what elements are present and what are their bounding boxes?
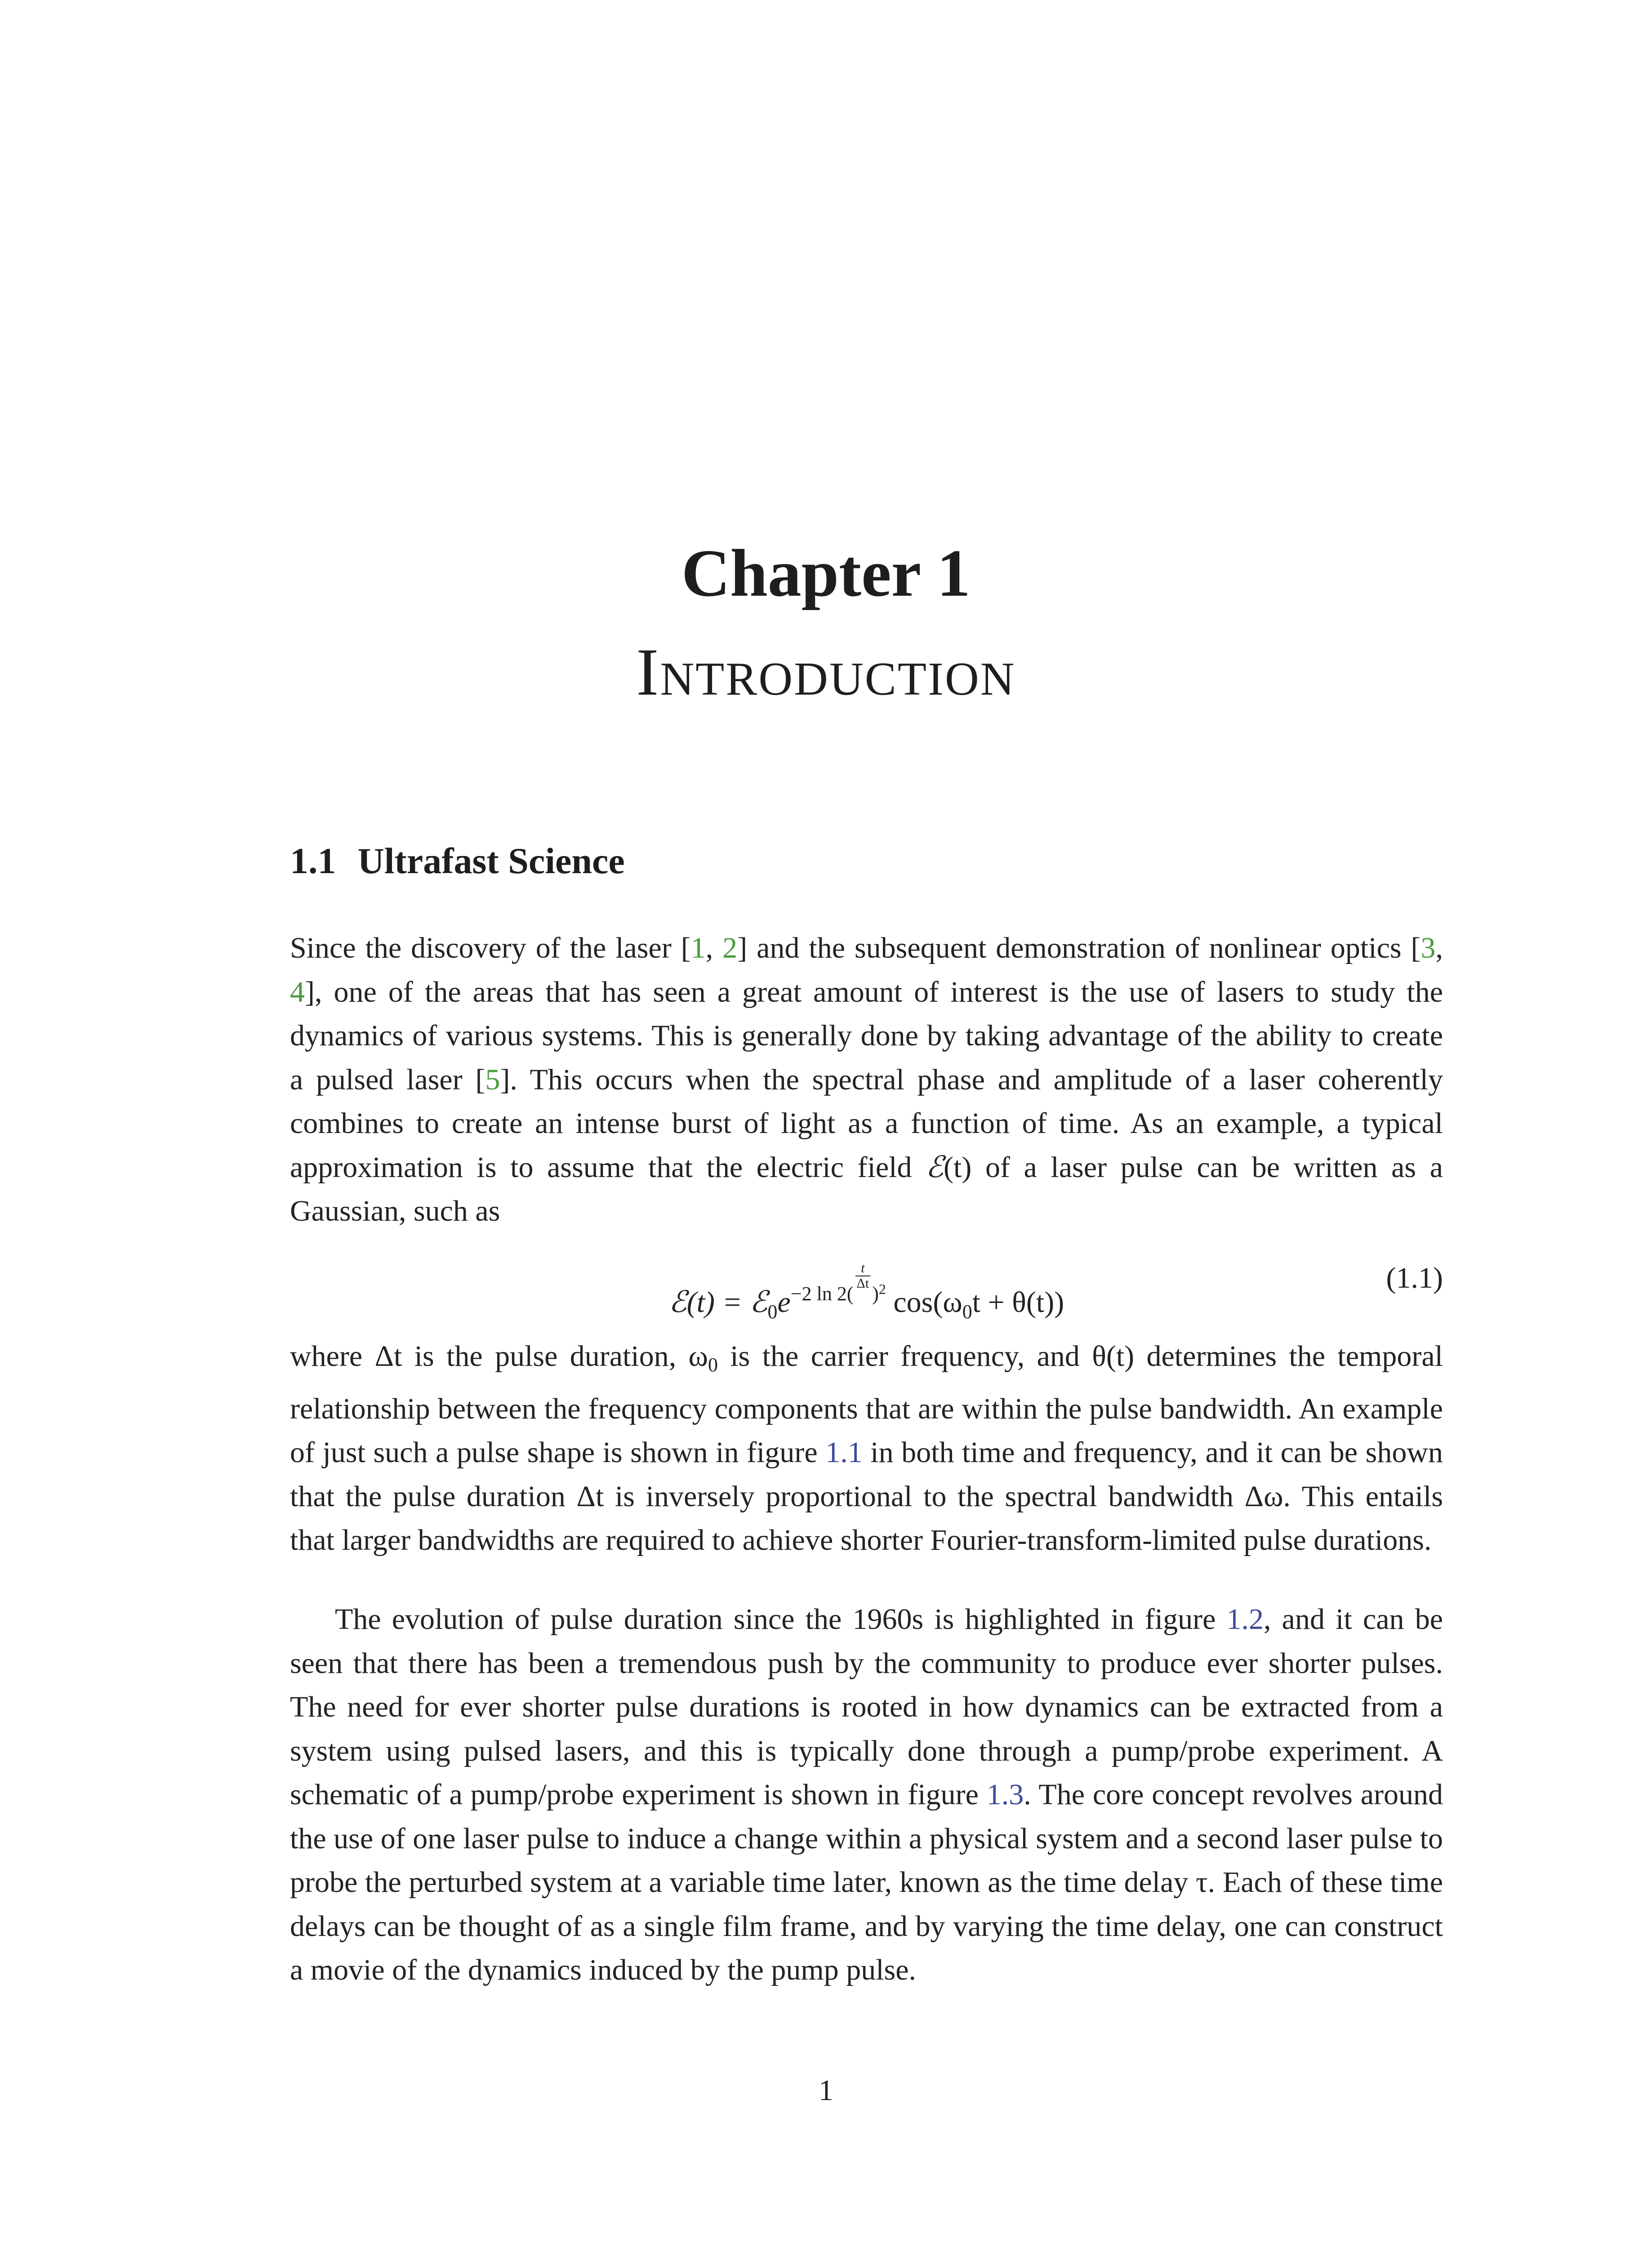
eq-rhs: cos(ω — [886, 1286, 962, 1319]
citation-link[interactable]: 1 — [690, 932, 706, 964]
citation-link[interactable]: 4 — [290, 975, 305, 1008]
paragraph-1 — [290, 926, 1443, 1233]
eq-fraction — [855, 1261, 871, 1291]
eq-lhs-subscript: 0 — [767, 1301, 778, 1323]
citation-link[interactable]: 3 — [1420, 932, 1436, 964]
eq-rhs-end: t + θ(t)) — [972, 1286, 1064, 1319]
text: is the carrier frequency, and θ(t) determines the temporal relationship between the frequency components that are within the pulse bandwidth. An example of just such a pulse shape is shown in figure — [290, 1340, 1443, 1469]
paragraph-2 — [290, 1334, 1443, 1562]
equation-body — [290, 1261, 1443, 1323]
text: Since the discovery of the laser [ — [290, 932, 691, 964]
figure-ref-link[interactable]: 1.3 — [986, 1778, 1024, 1811]
figure-ref-link[interactable]: 1.1 — [825, 1436, 863, 1469]
eq-exp-base: e — [777, 1286, 791, 1319]
text: of a laser pulse can be written as a Gaussian, such as — [290, 1151, 1443, 1227]
eq-rhs-subscript: 0 — [962, 1301, 972, 1323]
text: , — [705, 932, 723, 964]
text: , and it can be seen that there has been a tremendous push by the community to produce ever shorter pulses. The need for ever shorter pulse durations is rooted in how dynamics can be extracted from a system using pulsed lasers, and this is typically done through a pump/probe experiment. A schematic of a pump/probe experiment is shown in figure — [290, 1603, 1443, 1811]
subscript: 0 — [708, 1354, 718, 1376]
text: where Δt is the pulse duration, ω — [290, 1340, 708, 1373]
section-heading — [290, 839, 625, 883]
eq-lhs: ℰ(t) = ℰ — [668, 1286, 768, 1319]
section-title: Ultrafast Science — [357, 840, 625, 881]
eq-exp-square: 2 — [878, 1281, 886, 1297]
eq-exp-post: ) — [872, 1283, 879, 1305]
math-field-symbol: ℰ — [926, 1151, 944, 1184]
text: in both time and frequency, and it can be shown that the pulse duration Δt is inversely proportional to the spectral bandwidth Δω. This entails that larger bandwidths are required to achieve shorter Fourier-transform-limited pulse durations. — [290, 1436, 1443, 1557]
section-number: 1.1 — [290, 840, 336, 881]
chapter-number: Chapter 1 — [681, 536, 971, 611]
equation-1-1 — [290, 1252, 1443, 1323]
text: ], one of the areas that has seen a great amount of interest is the use of lasers to study the dynamics of various systems. This is generally done by taking advantage of the ability to create a pulsed laser [ — [290, 975, 1443, 1096]
eq-frac-den: Δt — [856, 1276, 869, 1291]
figure-ref-link[interactable]: 1.2 — [1226, 1603, 1264, 1636]
text: ] and the subsequent demonstration of nonlinear optics [ — [737, 932, 1421, 964]
equation-number: (1.1) — [1386, 1262, 1443, 1294]
eq-exponent — [790, 1261, 886, 1305]
citation-link[interactable]: 2 — [722, 932, 738, 964]
eq-frac-num: t — [855, 1261, 871, 1276]
text: , — [1435, 932, 1443, 964]
page-number: 1 — [819, 2074, 833, 2107]
eq-exp-pre: −2 ln 2( — [790, 1283, 854, 1305]
math-field-arg: (t) — [944, 1151, 972, 1184]
text: . The core concept revolves around the use of one laser pulse to induce a change within a physical system and a second laser pulse to probe the perturbed system at a variable time later, known as the time delay τ. Each of these time delays can be thought of as a single film frame, and by varying the time delay, one can construct a movie of the dynamics induced by the pump pulse. — [290, 1778, 1443, 1986]
text: The evolution of pulse duration since the 1960s is highlighted in figure — [335, 1603, 1227, 1636]
chapter-title: Introduction — [636, 635, 1016, 709]
citation-link[interactable]: 5 — [485, 1063, 500, 1096]
text: ]. This occurs when the spectral phase and amplitude of a laser coherently combines to create an intense burst of light as a function of time. As an example, a typical approximation is to assume that the electric field — [290, 1063, 1443, 1184]
paragraph-3 — [290, 1597, 1443, 1992]
